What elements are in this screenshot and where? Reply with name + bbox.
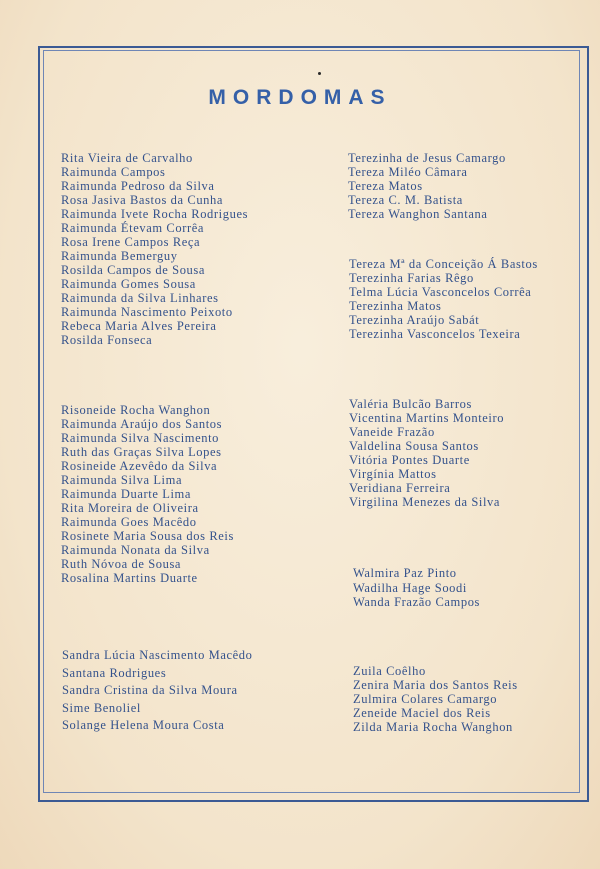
list-item-name: Zenira Maria dos Santos Reis	[353, 678, 518, 692]
list-item-name: Ruth Nóvoa de Sousa	[61, 557, 182, 571]
name-list-right-1	[348, 151, 506, 221]
list-item-name: Sandra Lúcia Nascimento Macêdo	[62, 648, 253, 662]
list-item-name: Rita Vieira de Carvalho	[61, 151, 193, 165]
name-list-right-5	[353, 664, 518, 734]
list-item-name: Tereza Mª da Conceição Á Bastos	[349, 257, 538, 271]
name-list-left-2	[61, 403, 234, 585]
list-item-name: Raimunda Étevam Corrêa	[61, 221, 205, 235]
list-item-name: Walmira Paz Pinto	[353, 566, 457, 580]
list-item-name: Terezinha Araújo Sabát	[349, 313, 480, 327]
list-item-name: Sandra Cristina da Silva Moura	[62, 683, 238, 698]
name-list-left-1	[61, 151, 248, 347]
list-item-name: Terezinha de Jesus Camargo	[348, 151, 506, 165]
list-item-name: Raimunda Duarte Lima	[61, 487, 192, 501]
list-item-name: Tereza Wanghon Santana	[348, 207, 488, 221]
list-item-name: Virgínia Mattos	[349, 467, 437, 481]
list-item-name: Rosa Irene Campos Reça	[61, 235, 201, 249]
list-item-name: Terezinha Vasconcelos Texeira	[349, 327, 521, 341]
list-item-name: Virgilina Menezes da Silva	[349, 495, 501, 509]
list-item-name: Terezinha Farias Rêgo	[349, 271, 474, 285]
list-item-name: Raimunda da Silva Linhares	[61, 291, 219, 305]
list-item-name: Wadilha Hage Soodi	[353, 580, 467, 595]
list-item-name: Ruth das Graças Silva Lopes	[61, 445, 222, 459]
list-item-name: Rita Moreira de Oliveira	[61, 501, 199, 515]
list-item-name: Sime Benoliel	[62, 700, 141, 715]
name-list-right-4	[353, 566, 480, 610]
list-item-name: Raimunda Goes Macêdo	[61, 515, 197, 529]
name-list-right-3	[349, 397, 504, 509]
list-item-name: Terezinha Matos	[349, 299, 442, 313]
name-list-left-3	[62, 647, 253, 735]
list-item-name: Zeneide Maciel dos Reis	[353, 706, 491, 720]
list-item-name: Vaneide Frazão	[349, 425, 435, 439]
list-item-name: Raimunda Pedroso da Silva	[61, 179, 215, 193]
list-item-name: Rosineide Azevêdo da Silva	[61, 459, 218, 473]
list-item-name: Valdelina Sousa Santos	[349, 439, 479, 453]
ink-dot	[318, 72, 321, 75]
list-item-name: Zilda Maria Rocha Wanghon	[353, 720, 513, 734]
list-item-name: Wanda Frazão Campos	[353, 595, 481, 609]
list-item-name: Valéria Bulcão Barros	[349, 397, 472, 411]
list-item-name: Risoneide Rocha Wanghon	[61, 403, 211, 417]
list-item-name: Rosinete Maria Sousa dos Reis	[61, 529, 234, 543]
list-item-name: Vicentina Martins Monteiro	[349, 411, 505, 425]
list-item-name: Rosilda Campos de Sousa	[61, 263, 206, 277]
list-item-name: Raimunda Ivete Rocha Rodrigues	[61, 207, 249, 221]
list-item-name: Tereza Matos	[348, 179, 423, 193]
list-item-name: Raimunda Nonata da Silva	[61, 543, 210, 557]
list-item-name: Raimunda Gomes Sousa	[61, 277, 196, 291]
list-item-name: Solange Helena Moura Costa	[62, 718, 225, 733]
list-item-name: Raimunda Campos	[61, 165, 166, 179]
list-item-name: Raimunda Araújo dos Santos	[61, 417, 223, 431]
list-item-name: Tereza C. M. Batista	[348, 193, 463, 207]
list-item-name: Raimunda Bemerguy	[61, 249, 178, 263]
list-item-name: Raimunda Nascimento Peixoto	[61, 305, 233, 319]
list-item-name: Santana Rodrigues	[62, 665, 167, 680]
list-item-name: Tereza Miléo Câmara	[348, 165, 468, 179]
list-item-name: Rebeca Maria Alves Pereira	[61, 319, 217, 333]
list-item-name: Raimunda Silva Lima	[61, 473, 183, 487]
list-item-name: Zuila Coêlho	[353, 664, 426, 678]
list-item-name: Veridiana Ferreira	[349, 481, 451, 495]
name-list-right-2	[349, 257, 538, 341]
list-item-name: Telma Lúcia Vasconcelos Corrêa	[349, 285, 532, 299]
list-item-name: Rosa Jasiva Bastos da Cunha	[61, 193, 224, 207]
list-item-name: Raimunda Silva Nascimento	[61, 431, 220, 445]
list-item-name: Rosalina Martins Duarte	[61, 571, 198, 585]
list-item-name: Vitória Pontes Duarte	[349, 453, 470, 467]
page-title: MORDOMAS	[208, 86, 392, 109]
list-item-name: Rosilda Fonseca	[61, 333, 153, 347]
list-item-name: Zulmira Colares Camargo	[353, 692, 498, 706]
